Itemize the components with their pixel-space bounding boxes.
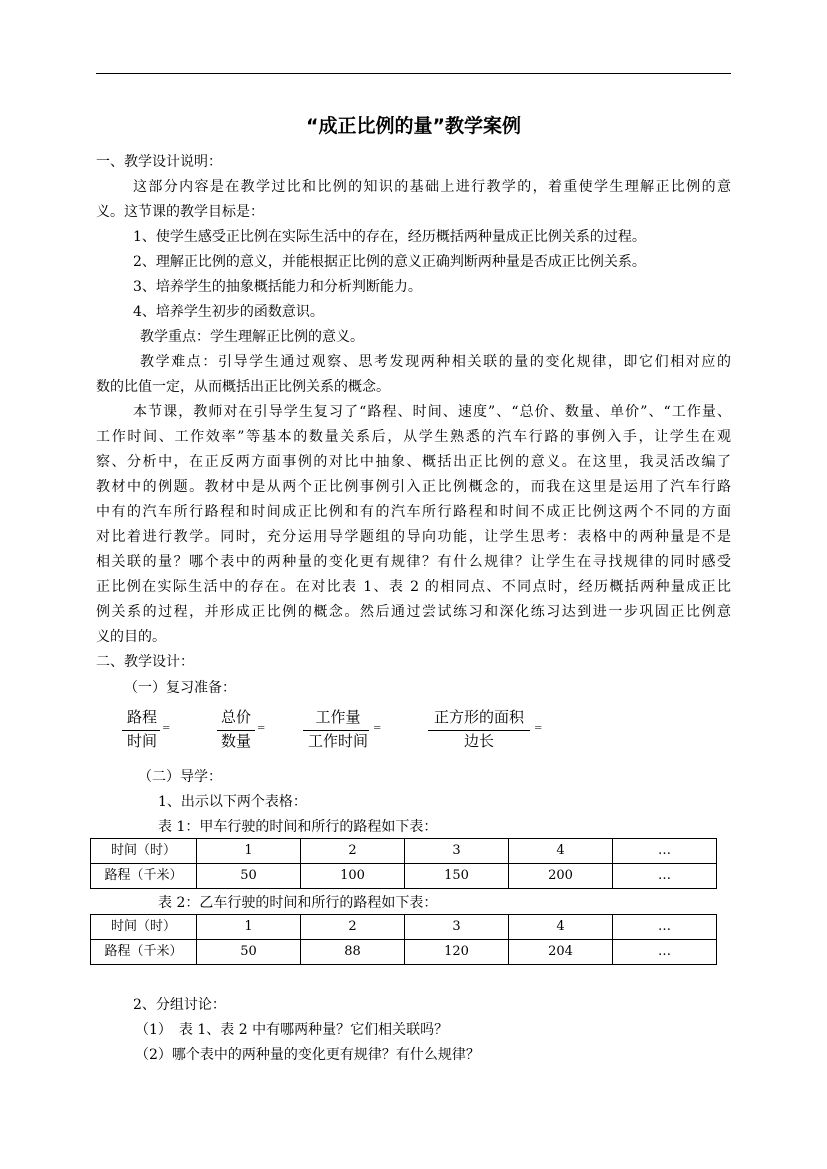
table-cell: 时间（时） (91, 839, 197, 864)
goal-4: 4、培养学生初步的函数意识。 (133, 304, 324, 320)
teaching-difficulty-line-1: 教学难点：引导学生通过观察、思考发现两种相关联的量的变化规律，即它们相对应的 (140, 354, 731, 370)
table-car-b (90, 914, 717, 965)
document-title: “成正比例的量”教学案例 (306, 115, 521, 137)
intro-line-2: 义。这节课的教学目标是： (96, 204, 264, 220)
teaching-focus: 教学重点：学生理解正比例的意义。 (140, 329, 364, 345)
table-cell: 3 (405, 915, 509, 940)
goal-2: 2、理解正比例的意义，并能根据正比例的意义正确判断两种量是否成正比例关系。 (133, 254, 646, 270)
table-cell: 204 (509, 940, 613, 965)
table-cell: 路程（千米） (91, 940, 197, 965)
fraction-numerator: 路程 (126, 708, 157, 726)
table-cell: 150 (405, 864, 509, 889)
table-cell: 4 (509, 839, 613, 864)
question-1: （1） 表 1、表 2 中有哪两种量？它们相关联吗？ (135, 1022, 449, 1038)
table-cell: 50 (197, 864, 301, 889)
table-cell: … (613, 839, 717, 864)
table-row (91, 839, 717, 864)
table-cell: 100 (301, 864, 405, 889)
paragraph-line: 对比着进行教学。同时，充分运用导学题组的导向功能，让学生思考：表格中的两种量是不是 (96, 529, 731, 545)
goal-1: 1、使学生感受正比例在实际生活中的存在，经历概括两种量成正比例关系的过程。 (133, 229, 646, 245)
table-cell: 4 (509, 915, 613, 940)
intro-line-1: 这部分内容是在教学过比和比例的知识的基础上进行教学的，着重使学生理解正比例的意 (133, 179, 731, 195)
table-cell: 88 (301, 940, 405, 965)
table-cell: … (613, 915, 717, 940)
table-cell: 路程（千米） (91, 864, 197, 889)
fraction-distance-time (122, 707, 172, 753)
table2-caption: 表 2：乙车行驶的时间和所行的路程如下表： (158, 895, 438, 911)
fraction-denominator: 工作时间 (307, 732, 368, 750)
table-cell: 3 (405, 839, 509, 864)
table-row (91, 915, 717, 940)
paragraph-line: 察、分析中，在正反两方面事例的对比中抽象、概括出正比例的意义。在这里，我灵活改编了 (96, 454, 731, 470)
fraction-area-side (428, 707, 543, 753)
equals-sign: = (534, 723, 543, 734)
table-cell: 2 (301, 915, 405, 940)
table1-caption: 表 1：甲车行驶的时间和所行的路程如下表： (158, 819, 438, 835)
paragraph-line: 工作时间、工作效率”等基本的数量关系后，从学生熟悉的汽车行路的事例入手，让学生在观 (96, 429, 731, 445)
table-car-a (90, 838, 717, 889)
step-1: 1、出示以下两个表格： (158, 794, 307, 810)
header-rule (96, 73, 731, 74)
review-heading: （一）复习准备： (124, 680, 236, 696)
question-2: （2）哪个表中的两种量的变化更有规律？有什么规律？ (135, 1047, 480, 1063)
table-cell: 200 (509, 864, 613, 889)
fraction-numerator: 工作量 (315, 708, 361, 726)
table-cell: … (613, 864, 717, 889)
section1-heading: 一、教学设计说明： (96, 154, 222, 170)
step-2: 2、分组讨论： (133, 997, 226, 1013)
fraction-numerator: 正方形的面积 (433, 708, 524, 726)
equals-sign: = (373, 723, 382, 734)
section2-heading: 二、教学设计： (96, 654, 194, 670)
paragraph-line: 教材中的例题。教材中是从两个正比例事例引入正比例概念的，而我在这里是运用了汽车行路 (96, 479, 731, 495)
table-cell: 2 (301, 839, 405, 864)
paragraph-line: 中有的汽车所行路程和时间成正比例和有的汽车所行路程和时间不成正比例这两个不同的方面 (96, 504, 731, 520)
fraction-work-time (303, 707, 383, 753)
fraction-price-quantity (217, 707, 267, 753)
equals-sign: = (257, 723, 266, 734)
paragraph-line-last: 义的目的。 (96, 629, 166, 645)
table-cell: 时间（时） (91, 915, 197, 940)
fraction-denominator: 数量 (220, 732, 251, 750)
goal-3: 3、培养学生的抽象概括能力和分析判断能力。 (133, 279, 422, 295)
paragraph-line: 相关联的量？哪个表中的两种量的变化更有规律？有什么规律？让学生在寻找规律的同时感受 (96, 554, 731, 570)
table-row (91, 864, 717, 889)
table-cell: 1 (197, 915, 301, 940)
fraction-denominator: 边长 (463, 732, 494, 750)
paragraph-line: 本节课，教师对在引导学生复习了“路程、时间、速度”、“总价、数量、单价”、“工作量、 (133, 404, 731, 420)
teaching-difficulty-line-2: 数的比值一定，从而概括出正比例关系的概念。 (96, 379, 390, 395)
table-row (91, 940, 717, 965)
equals-sign: = (162, 723, 171, 734)
paragraph-line: 例关系的过程，并形成正比例的概念。然后通过尝试练习和深化练习达到进一步巩固正比例意 (96, 604, 731, 620)
fraction-numerator: 总价 (220, 708, 251, 726)
table-cell: … (613, 940, 717, 965)
table-cell: 120 (405, 940, 509, 965)
guide-heading: （二）导学： (138, 769, 222, 785)
table-cell: 50 (197, 940, 301, 965)
fraction-denominator: 时间 (126, 732, 157, 750)
paragraph-line: 正比例在实际生活中的存在。在对比表 1、表 2 的相同点、不同点时，经历概括两种量成正比 (96, 579, 731, 595)
table-cell: 1 (197, 839, 301, 864)
